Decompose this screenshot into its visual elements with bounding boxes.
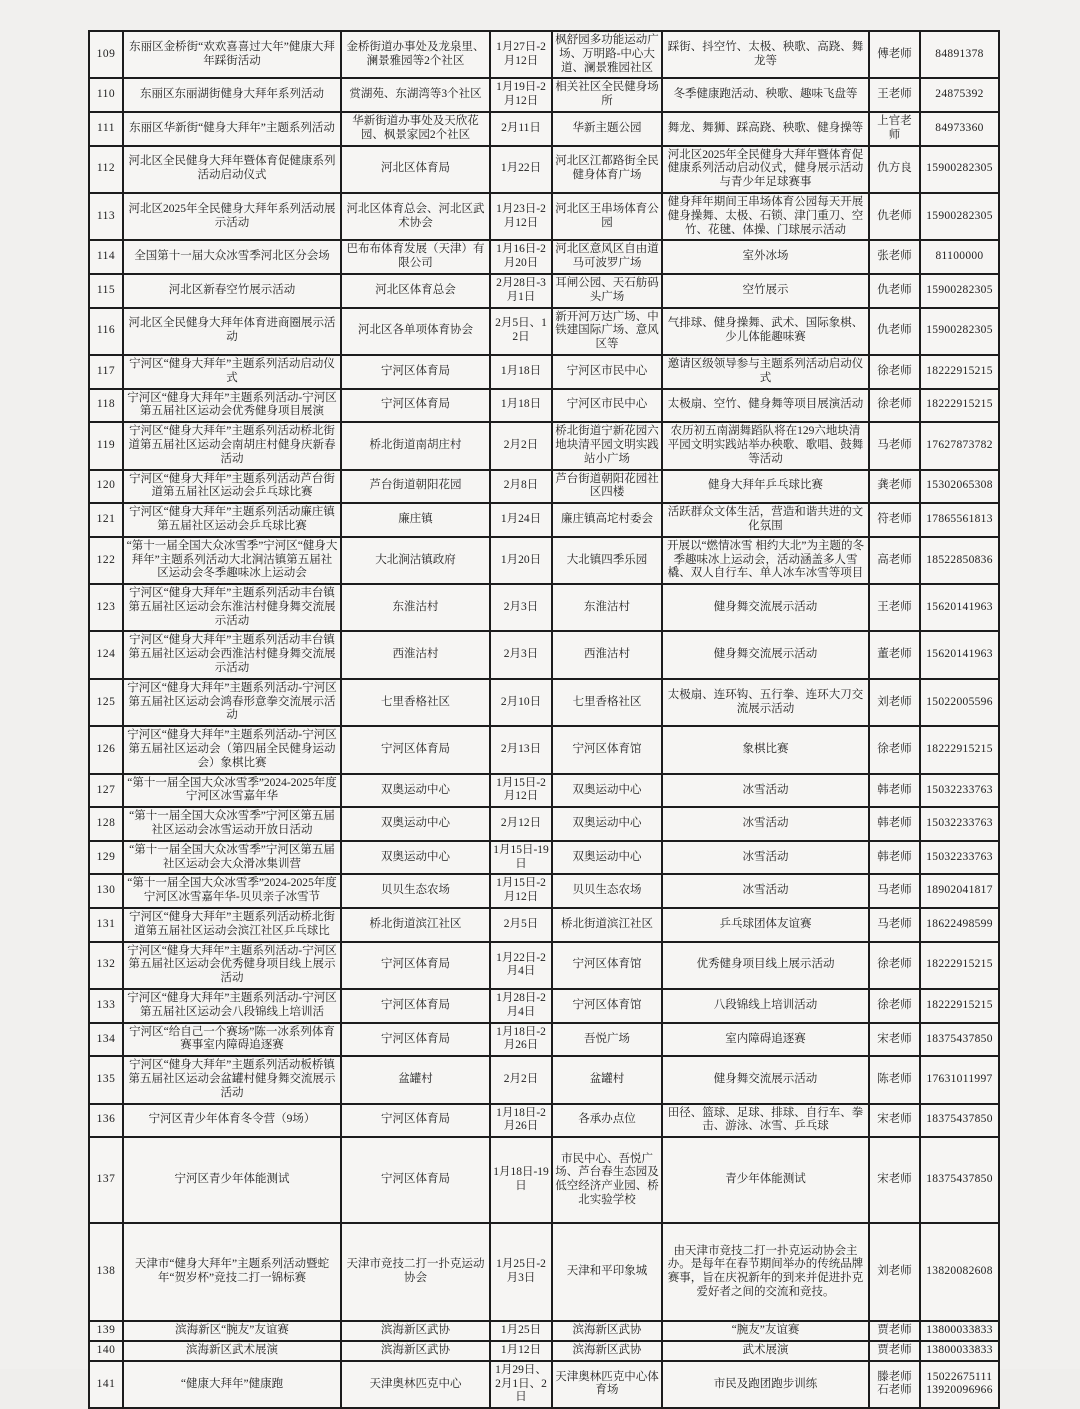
date-cell: 1月16日-2月20日	[490, 240, 552, 274]
phone-number-cell: 18222915215	[920, 726, 999, 773]
activity-name-cell: 宁河区“健身大拜年”主题系列活动丰台镇第五届社区运动会东淮沽村健身舞交流展示活动	[123, 584, 341, 631]
date-cell: 2月10日	[490, 679, 552, 726]
date-cell: 1月18日	[490, 355, 552, 389]
phone-number-cell: 15620141963	[920, 584, 999, 631]
organizer-cell: 河北区体育局	[341, 146, 490, 193]
location-cell: 相关社区全民健身场所	[552, 78, 662, 112]
contact-person-cell: 滕老师 石老师	[869, 1361, 920, 1408]
table-row	[89, 1137, 999, 1223]
phone-number-cell: 15620141963	[920, 631, 999, 678]
phone-number-cell: 15900282305	[920, 274, 999, 308]
row-number-cell: 118	[89, 389, 123, 423]
contact-person-cell: 上官老师	[869, 112, 920, 146]
activities-table-body	[89, 31, 999, 1408]
content-cell: 青少年体能测试	[662, 1137, 869, 1223]
location-cell: 芦台街道朝阳花园社区四楼	[552, 470, 662, 504]
activity-name-cell: 宁河区青少年体能测试	[123, 1137, 341, 1223]
location-cell: 市民中心、吾悦广场、芦台春生态园及低空经济产业园、桥北实验学校	[552, 1137, 662, 1223]
table-row	[89, 874, 999, 908]
date-cell: 1月25日-2月3日	[490, 1223, 552, 1321]
contact-person-cell: 韩老师	[869, 841, 920, 875]
table-row	[89, 112, 999, 146]
content-cell: 健身大拜年乒乓球比赛	[662, 470, 869, 504]
location-cell: 宁河区体育馆	[552, 726, 662, 773]
phone-number-cell: 18222915215	[920, 355, 999, 389]
table-row	[89, 1341, 999, 1361]
organizer-cell: 七里香格社区	[341, 679, 490, 726]
date-cell: 1月15日-2月12日	[490, 874, 552, 908]
contact-person-cell: 张老师	[869, 240, 920, 274]
row-number-cell: 129	[89, 841, 123, 875]
activity-name-cell: 东丽区金桥街“欢欢喜喜过大年”健康大拜年踩街活动	[123, 31, 341, 78]
contact-person-cell: 龚老师	[869, 470, 920, 504]
phone-number-cell: 84973360	[920, 112, 999, 146]
content-cell: 舞龙、舞狮、踩高跷、秧歌、健身操等	[662, 112, 869, 146]
contact-person-cell: 马老师	[869, 422, 920, 469]
contact-person-cell: 贾老师	[869, 1321, 920, 1341]
row-number-cell: 122	[89, 537, 123, 584]
organizer-cell: 廉庄镇	[341, 503, 490, 537]
row-number-cell: 128	[89, 807, 123, 841]
activity-name-cell: 河北区2025年全民健身大拜年系列活动展示活动	[123, 193, 341, 240]
activity-name-cell: “第十一届全国大众冰雪季”宁河区第五届社区运动会大众滑冰集训营	[123, 841, 341, 875]
activity-name-cell: 宁河区“健身大拜年”主题系列活动板桥镇第五届社区运动会盆罐村健身舞交流展示活动	[123, 1056, 341, 1103]
organizer-cell: 桥北街道滨江社区	[341, 908, 490, 942]
activity-name-cell: 全国第十一届大众冰雪季河北区分会场	[123, 240, 341, 274]
organizer-cell: 大北涧沽镇政府	[341, 537, 490, 584]
organizer-cell: 贝贝生态农场	[341, 874, 490, 908]
organizer-cell: 宁河区体育局	[341, 355, 490, 389]
row-number-cell: 139	[89, 1321, 123, 1341]
location-cell: 河北区意风区自由道马可波罗广场	[552, 240, 662, 274]
location-cell: 华新主题公园	[552, 112, 662, 146]
phone-number-cell: 18375437850	[920, 1023, 999, 1057]
table-row	[89, 1104, 999, 1138]
organizer-cell: 双奥运动中心	[341, 774, 490, 808]
row-number-cell: 115	[89, 274, 123, 308]
phone-number-cell: 15032233763	[920, 774, 999, 808]
row-number-cell: 114	[89, 240, 123, 274]
contact-person-cell: 王老师	[869, 584, 920, 631]
location-cell: 双奥运动中心	[552, 774, 662, 808]
content-cell: 象棋比赛	[662, 726, 869, 773]
table-row	[89, 78, 999, 112]
organizer-cell: 河北区体育总会、河北区武术协会	[341, 193, 490, 240]
organizer-cell: 天津市竞技二打一扑克运动协会	[341, 1223, 490, 1321]
content-cell: 健身拜年期间王串场体育公园每天开展健身操舞、太极、石锁、津门重刀、空竹、花毽、体操、门球展示活动	[662, 193, 869, 240]
row-number-cell: 112	[89, 146, 123, 193]
activity-name-cell: 宁河区“健身大拜年”主题系列活动廉庄镇第五届社区运动会乒乓球比赛	[123, 503, 341, 537]
organizer-cell: 宁河区体育局	[341, 389, 490, 423]
contact-person-cell: 仇老师	[869, 308, 920, 355]
table-row	[89, 942, 999, 989]
phone-number-cell: 18902041817	[920, 874, 999, 908]
phone-number-cell: 15900282305	[920, 308, 999, 355]
location-cell: 吾悦广场	[552, 1023, 662, 1057]
contact-person-cell: 符老师	[869, 503, 920, 537]
content-cell: 踩街、抖空竹、太极、秧歌、高跷、舞龙等	[662, 31, 869, 78]
activity-name-cell: 宁河区“健身大拜年”主题系列活动桥北街道第五届社区运动会南胡庄村健身庆新春活动	[123, 422, 341, 469]
table-row	[89, 31, 999, 78]
organizer-cell: 宁河区体育局	[341, 1137, 490, 1223]
contact-person-cell: 韩老师	[869, 774, 920, 808]
content-cell: 室外冰场	[662, 240, 869, 274]
organizer-cell: 滨海新区武协	[341, 1341, 490, 1361]
activity-name-cell: 河北区全民健身大拜年体育进商圈展示活动	[123, 308, 341, 355]
location-cell: 新开河万达广场、中铁建国际广场、意风区等	[552, 308, 662, 355]
content-cell: 健身舞交流展示活动	[662, 584, 869, 631]
row-number-cell: 121	[89, 503, 123, 537]
contact-person-cell: 仇老师	[869, 274, 920, 308]
content-cell: 冰雪活动	[662, 807, 869, 841]
organizer-cell: 金桥街道办事处及龙泉里、澜景雅园等2个社区	[341, 31, 490, 78]
location-cell: 桥北街道宁新花园六地块清平园文明实践站小广场	[552, 422, 662, 469]
activity-name-cell: 宁河区“健身大拜年”主题系列活动-宁河区第五届社区运动会八段锦线上培训活	[123, 989, 341, 1023]
date-cell: 2月11日	[490, 112, 552, 146]
activity-name-cell: 宁河区“健身大拜年”主题系列活动-宁河区第五届社区运动会（第四届全民健身运动会）象棋比赛	[123, 726, 341, 773]
phone-number-cell: 15032233763	[920, 807, 999, 841]
phone-number-cell: 24875392	[920, 78, 999, 112]
table-row	[89, 774, 999, 808]
location-cell: 耳闸公园、天石舫码头广场	[552, 274, 662, 308]
date-cell: 1月20日	[490, 537, 552, 584]
date-cell: 1月18日-2月26日	[490, 1023, 552, 1057]
organizer-cell: 东淮沽村	[341, 584, 490, 631]
phone-number-cell: 17631011997	[920, 1056, 999, 1103]
phone-number-cell: 81100000	[920, 240, 999, 274]
organizer-cell: 滨海新区武协	[341, 1321, 490, 1341]
date-cell: 1月19日-2月12日	[490, 78, 552, 112]
organizer-cell: 华新街道办事处及天欣花园、枫景家园2个社区	[341, 112, 490, 146]
row-number-cell: 131	[89, 908, 123, 942]
date-cell: 1月22日	[490, 146, 552, 193]
contact-person-cell: 傅老师	[869, 31, 920, 78]
organizer-cell: 盆罐村	[341, 1056, 490, 1103]
location-cell: 天津奥林匹克中心体育场	[552, 1361, 662, 1408]
location-cell: 西淮沽村	[552, 631, 662, 678]
content-cell: 冰雪活动	[662, 841, 869, 875]
content-cell: “腕友”友谊赛	[662, 1321, 869, 1341]
table-row	[89, 631, 999, 678]
table-row	[89, 1321, 999, 1341]
contact-person-cell: 宋老师	[869, 1104, 920, 1138]
row-number-cell: 110	[89, 78, 123, 112]
contact-person-cell: 董老师	[869, 631, 920, 678]
location-cell: 双奥运动中心	[552, 807, 662, 841]
row-number-cell: 137	[89, 1137, 123, 1223]
content-cell: 乒乓球团体友谊赛	[662, 908, 869, 942]
location-cell: 宁河区体育馆	[552, 989, 662, 1023]
location-cell: 盆罐村	[552, 1056, 662, 1103]
table-row	[89, 537, 999, 584]
phone-number-cell: 17865561813	[920, 503, 999, 537]
activity-name-cell: 宁河区“健身大拜年”主题系列活动启动仪式	[123, 355, 341, 389]
organizer-cell: 宁河区体育局	[341, 726, 490, 773]
date-cell: 2月28日-3月1日	[490, 274, 552, 308]
content-cell: 由天津市竞技二打一扑克运动协会主办。是每年在春节期间举办的传统品牌赛事，旨在庆祝新年的到来并促进扑克爱好者之间的交流和竞技。	[662, 1223, 869, 1321]
date-cell: 2月8日	[490, 470, 552, 504]
contact-person-cell: 宋老师	[869, 1137, 920, 1223]
activity-name-cell: 宁河区“健身大拜年”主题系列活动-宁河区第五届社区运动会鸿春形意拳交流展示活动	[123, 679, 341, 726]
date-cell: 1月24日	[490, 503, 552, 537]
location-cell: 滨海新区武协	[552, 1341, 662, 1361]
phone-number-cell: 18222915215	[920, 389, 999, 423]
row-number-cell: 127	[89, 774, 123, 808]
row-number-cell: 136	[89, 1104, 123, 1138]
date-cell: 1月15日-2月12日	[490, 774, 552, 808]
phone-number-cell: 18375437850	[920, 1104, 999, 1138]
location-cell: 各承办点位	[552, 1104, 662, 1138]
activity-name-cell: 宁河区“给自己一个赛场”陈一冰系列体育赛事室内障碍追逐赛	[123, 1023, 341, 1057]
contact-person-cell: 仇方良	[869, 146, 920, 193]
contact-person-cell: 刘老师	[869, 679, 920, 726]
row-number-cell: 119	[89, 422, 123, 469]
location-cell: 枫舒园多功能运动广场、万明路-中心大道、澜景雅园社区	[552, 31, 662, 78]
contact-person-cell: 徐老师	[869, 355, 920, 389]
content-cell: 八段锦线上培训活动	[662, 989, 869, 1023]
date-cell: 1月23日-2月12日	[490, 193, 552, 240]
organizer-cell: 西淮沽村	[341, 631, 490, 678]
contact-person-cell: 刘老师	[869, 1223, 920, 1321]
activity-name-cell: “健康大拜年”健康跑	[123, 1361, 341, 1408]
phone-number-cell: 15032233763	[920, 841, 999, 875]
table-row	[89, 1361, 999, 1408]
contact-person-cell: 陈老师	[869, 1056, 920, 1103]
table-row	[89, 679, 999, 726]
organizer-cell: 赏湖苑、东湖湾等3个社区	[341, 78, 490, 112]
location-cell: 滨海新区武协	[552, 1321, 662, 1341]
activity-name-cell: “第十一届全国大众冰雪季”2024-2025年度宁河区冰雪嘉年华-贝贝亲子冰雪节	[123, 874, 341, 908]
table-row	[89, 584, 999, 631]
content-cell: 活跃群众文体生活，营造和谐共进的文化氛围	[662, 503, 869, 537]
row-number-cell: 141	[89, 1361, 123, 1408]
activity-name-cell: 宁河区“健身大拜年”主题系列活动芦台街道第五届社区运动会乒乓球比赛	[123, 470, 341, 504]
phone-number-cell: 15900282305	[920, 193, 999, 240]
phone-number-cell: 15022675111 13920096966	[920, 1361, 999, 1408]
activity-name-cell: “第十一届全国大众冰雪季”宁河区“健身大拜年”主题系列活动大北涧沽镇第五届社区运动会冬季趣味冰上运动会	[123, 537, 341, 584]
date-cell: 1月25日	[490, 1321, 552, 1341]
row-number-cell: 117	[89, 355, 123, 389]
table-row	[89, 193, 999, 240]
activity-name-cell: 宁河区“健身大拜年”主题系列活动-宁河区第五届社区运动会优秀健身项目线上展示活动	[123, 942, 341, 989]
row-number-cell: 135	[89, 1056, 123, 1103]
contact-person-cell: 韩老师	[869, 807, 920, 841]
content-cell: 太极扇、空竹、健身舞等项目展演活动	[662, 389, 869, 423]
activity-name-cell: “第十一届全国大众冰雪季”宁河区第五届社区运动会冰雪运动开放日活动	[123, 807, 341, 841]
table-row	[89, 389, 999, 423]
date-cell: 2月13日	[490, 726, 552, 773]
content-cell: 冰雪活动	[662, 774, 869, 808]
content-cell: 河北区2025年全民健身大拜年暨体育促健康系列活动启动仪式，健身展示活动与青少年足球赛事	[662, 146, 869, 193]
row-number-cell: 125	[89, 679, 123, 726]
phone-number-cell: 84891378	[920, 31, 999, 78]
location-cell: 东淮沽村	[552, 584, 662, 631]
content-cell: 空竹展示	[662, 274, 869, 308]
phone-number-cell: 18222915215	[920, 942, 999, 989]
activity-name-cell: 宁河区青少年体育冬令营（9场）	[123, 1104, 341, 1138]
location-cell: 宁河区体育馆	[552, 942, 662, 989]
contact-person-cell: 徐老师	[869, 389, 920, 423]
row-number-cell: 111	[89, 112, 123, 146]
organizer-cell: 宁河区体育局	[341, 1104, 490, 1138]
date-cell: 2月3日	[490, 631, 552, 678]
row-number-cell: 113	[89, 193, 123, 240]
organizer-cell: 双奥运动中心	[341, 841, 490, 875]
date-cell: 1月12日	[490, 1341, 552, 1361]
row-number-cell: 123	[89, 584, 123, 631]
table-row	[89, 308, 999, 355]
date-cell: 1月18日	[490, 389, 552, 423]
activity-name-cell: 河北区全民健身大拜年暨体育促健康系列活动启动仪式	[123, 146, 341, 193]
content-cell: 冬季健康跑活动、秧歌、趣味飞盘等	[662, 78, 869, 112]
contact-person-cell: 徐老师	[869, 989, 920, 1023]
table-row	[89, 422, 999, 469]
location-cell: 大北镇四季乐园	[552, 537, 662, 584]
date-cell: 2月5日	[490, 908, 552, 942]
table-row	[89, 240, 999, 274]
row-number-cell: 138	[89, 1223, 123, 1321]
content-cell: 农历初五南湖舞蹈队将在129六地块清平园文明实践站举办秧歌、歌唱、鼓舞等活动	[662, 422, 869, 469]
row-number-cell: 134	[89, 1023, 123, 1057]
contact-person-cell: 宋老师	[869, 1023, 920, 1057]
table-row	[89, 146, 999, 193]
date-cell: 1月28日-2月4日	[490, 989, 552, 1023]
organizer-cell: 双奥运动中心	[341, 807, 490, 841]
activity-name-cell: “第十一届全国大众冰雪季”2024-2025年度宁河区冰雪嘉年华	[123, 774, 341, 808]
organizer-cell: 天津奥林匹克中心	[341, 1361, 490, 1408]
table-row	[89, 355, 999, 389]
table-row	[89, 1056, 999, 1103]
date-cell: 1月18日-2月26日	[490, 1104, 552, 1138]
contact-person-cell: 马老师	[869, 908, 920, 942]
location-cell: 宁河区市民中心	[552, 355, 662, 389]
contact-person-cell: 贾老师	[869, 1341, 920, 1361]
organizer-cell: 巴布布体育发展（天津）有限公司	[341, 240, 490, 274]
activity-name-cell: 宁河区“健身大拜年”主题系列活动丰台镇第五届社区运动会西淮沽村健身舞交流展示活动	[123, 631, 341, 678]
phone-number-cell: 13800033833	[920, 1321, 999, 1341]
organizer-cell: 芦台街道朝阳花园	[341, 470, 490, 504]
date-cell: 1月27日-2月12日	[490, 31, 552, 78]
contact-person-cell: 徐老师	[869, 942, 920, 989]
contact-person-cell: 仇老师	[869, 193, 920, 240]
content-cell: 田径、篮球、足球、排球、自行车、拳击、游泳、冰雪、乒乓球	[662, 1104, 869, 1138]
row-number-cell: 109	[89, 31, 123, 78]
phone-number-cell: 18222915215	[920, 989, 999, 1023]
location-cell: 河北区江都路街全民健身体育广场	[552, 146, 662, 193]
phone-number-cell: 15302065308	[920, 470, 999, 504]
row-number-cell: 130	[89, 874, 123, 908]
date-cell: 1月18日-19日	[490, 1137, 552, 1223]
contact-person-cell: 徐老师	[869, 726, 920, 773]
location-cell: 天津和平印象城	[552, 1223, 662, 1321]
phone-number-cell: 15022005596	[920, 679, 999, 726]
row-number-cell: 133	[89, 989, 123, 1023]
location-cell: 桥北街道滨江社区	[552, 908, 662, 942]
content-cell: 开展以“燃情冰雪 相约大北”为主题的冬季趣味冰上运动会，活动涵盖多人雪橇、双人自行车、单人冰车冰雪等项目	[662, 537, 869, 584]
content-cell: 武术展演	[662, 1341, 869, 1361]
organizer-cell: 河北区各单项体育协会	[341, 308, 490, 355]
location-cell: 廉庄镇高坨村委会	[552, 503, 662, 537]
content-cell: 太极扇、连环钩、五行拳、连环大刀交流展示活动	[662, 679, 869, 726]
phone-number-cell: 13800033833	[920, 1341, 999, 1361]
organizer-cell: 河北区体育总会	[341, 274, 490, 308]
phone-number-cell: 15900282305	[920, 146, 999, 193]
content-cell: 健身舞交流展示活动	[662, 631, 869, 678]
table-row	[89, 1023, 999, 1057]
content-cell: 室内障碍追逐赛	[662, 1023, 869, 1057]
activity-name-cell: 天津市“健身大拜年”主题系列活动暨蛇年“贺岁杯”竞技二打一锦标赛	[123, 1223, 341, 1321]
row-number-cell: 120	[89, 470, 123, 504]
table-row	[89, 470, 999, 504]
date-cell: 1月22日-2月4日	[490, 942, 552, 989]
activity-name-cell: 滨海新区武术展演	[123, 1341, 341, 1361]
activity-name-cell: 东丽区东丽湖街健身大拜年系列活动	[123, 78, 341, 112]
date-cell: 2月2日	[490, 422, 552, 469]
activity-name-cell: 宁河区“健身大拜年”主题系列活动桥北街道第五届社区运动会滨江社区乒乓球比	[123, 908, 341, 942]
contact-person-cell: 高老师	[869, 537, 920, 584]
activity-name-cell: 河北区新春空竹展示活动	[123, 274, 341, 308]
content-cell: 市民及跑团跑步训练	[662, 1361, 869, 1408]
table-row	[89, 807, 999, 841]
content-cell: 气排球、健身操舞、武术、国际象棋、少儿体能趣味赛	[662, 308, 869, 355]
content-cell: 优秀健身项目线上展示活动	[662, 942, 869, 989]
organizer-cell: 宁河区体育局	[341, 1023, 490, 1057]
location-cell: 贝贝生态农场	[552, 874, 662, 908]
table-row	[89, 274, 999, 308]
date-cell: 2月2日	[490, 1056, 552, 1103]
row-number-cell: 116	[89, 308, 123, 355]
content-cell: 邀请区级领导参与主题系列活动启动仪式	[662, 355, 869, 389]
row-number-cell: 132	[89, 942, 123, 989]
location-cell: 双奥运动中心	[552, 841, 662, 875]
date-cell: 2月12日	[490, 807, 552, 841]
organizer-cell: 桥北街道南胡庄村	[341, 422, 490, 469]
location-cell: 河北区王串场体育公园	[552, 193, 662, 240]
row-number-cell: 126	[89, 726, 123, 773]
phone-number-cell: 18375437850	[920, 1137, 999, 1223]
activity-name-cell: 宁河区“健身大拜年”主题系列活动-宁河区第五届社区运动会优秀健身项目展演	[123, 389, 341, 423]
organizer-cell: 宁河区体育局	[341, 942, 490, 989]
table-row	[89, 503, 999, 537]
organizer-cell: 宁河区体育局	[341, 989, 490, 1023]
activity-name-cell: 东丽区华新街“健身大拜年”主题系列活动	[123, 112, 341, 146]
date-cell: 2月5日、12日	[490, 308, 552, 355]
content-cell: 冰雪活动	[662, 874, 869, 908]
table-row	[89, 1223, 999, 1321]
activity-name-cell: 滨海新区“腕友”友谊赛	[123, 1321, 341, 1341]
phone-number-cell: 17627873782	[920, 422, 999, 469]
date-cell: 2月3日	[490, 584, 552, 631]
row-number-cell: 124	[89, 631, 123, 678]
location-cell: 七里香格社区	[552, 679, 662, 726]
table-row	[89, 989, 999, 1023]
table-row	[89, 908, 999, 942]
phone-number-cell: 18622498599	[920, 908, 999, 942]
phone-number-cell: 18522850836	[920, 537, 999, 584]
contact-person-cell: 王老师	[869, 78, 920, 112]
table-row	[89, 726, 999, 773]
row-number-cell: 140	[89, 1341, 123, 1361]
date-cell: 1月29日、2月1日、2日	[490, 1361, 552, 1408]
contact-person-cell: 马老师	[869, 874, 920, 908]
phone-number-cell: 13820082608	[920, 1223, 999, 1321]
location-cell: 宁河区市民中心	[552, 389, 662, 423]
date-cell: 1月15日-19日	[490, 841, 552, 875]
table-row	[89, 841, 999, 875]
activities-table	[88, 30, 1000, 1409]
content-cell: 健身舞交流展示活动	[662, 1056, 869, 1103]
